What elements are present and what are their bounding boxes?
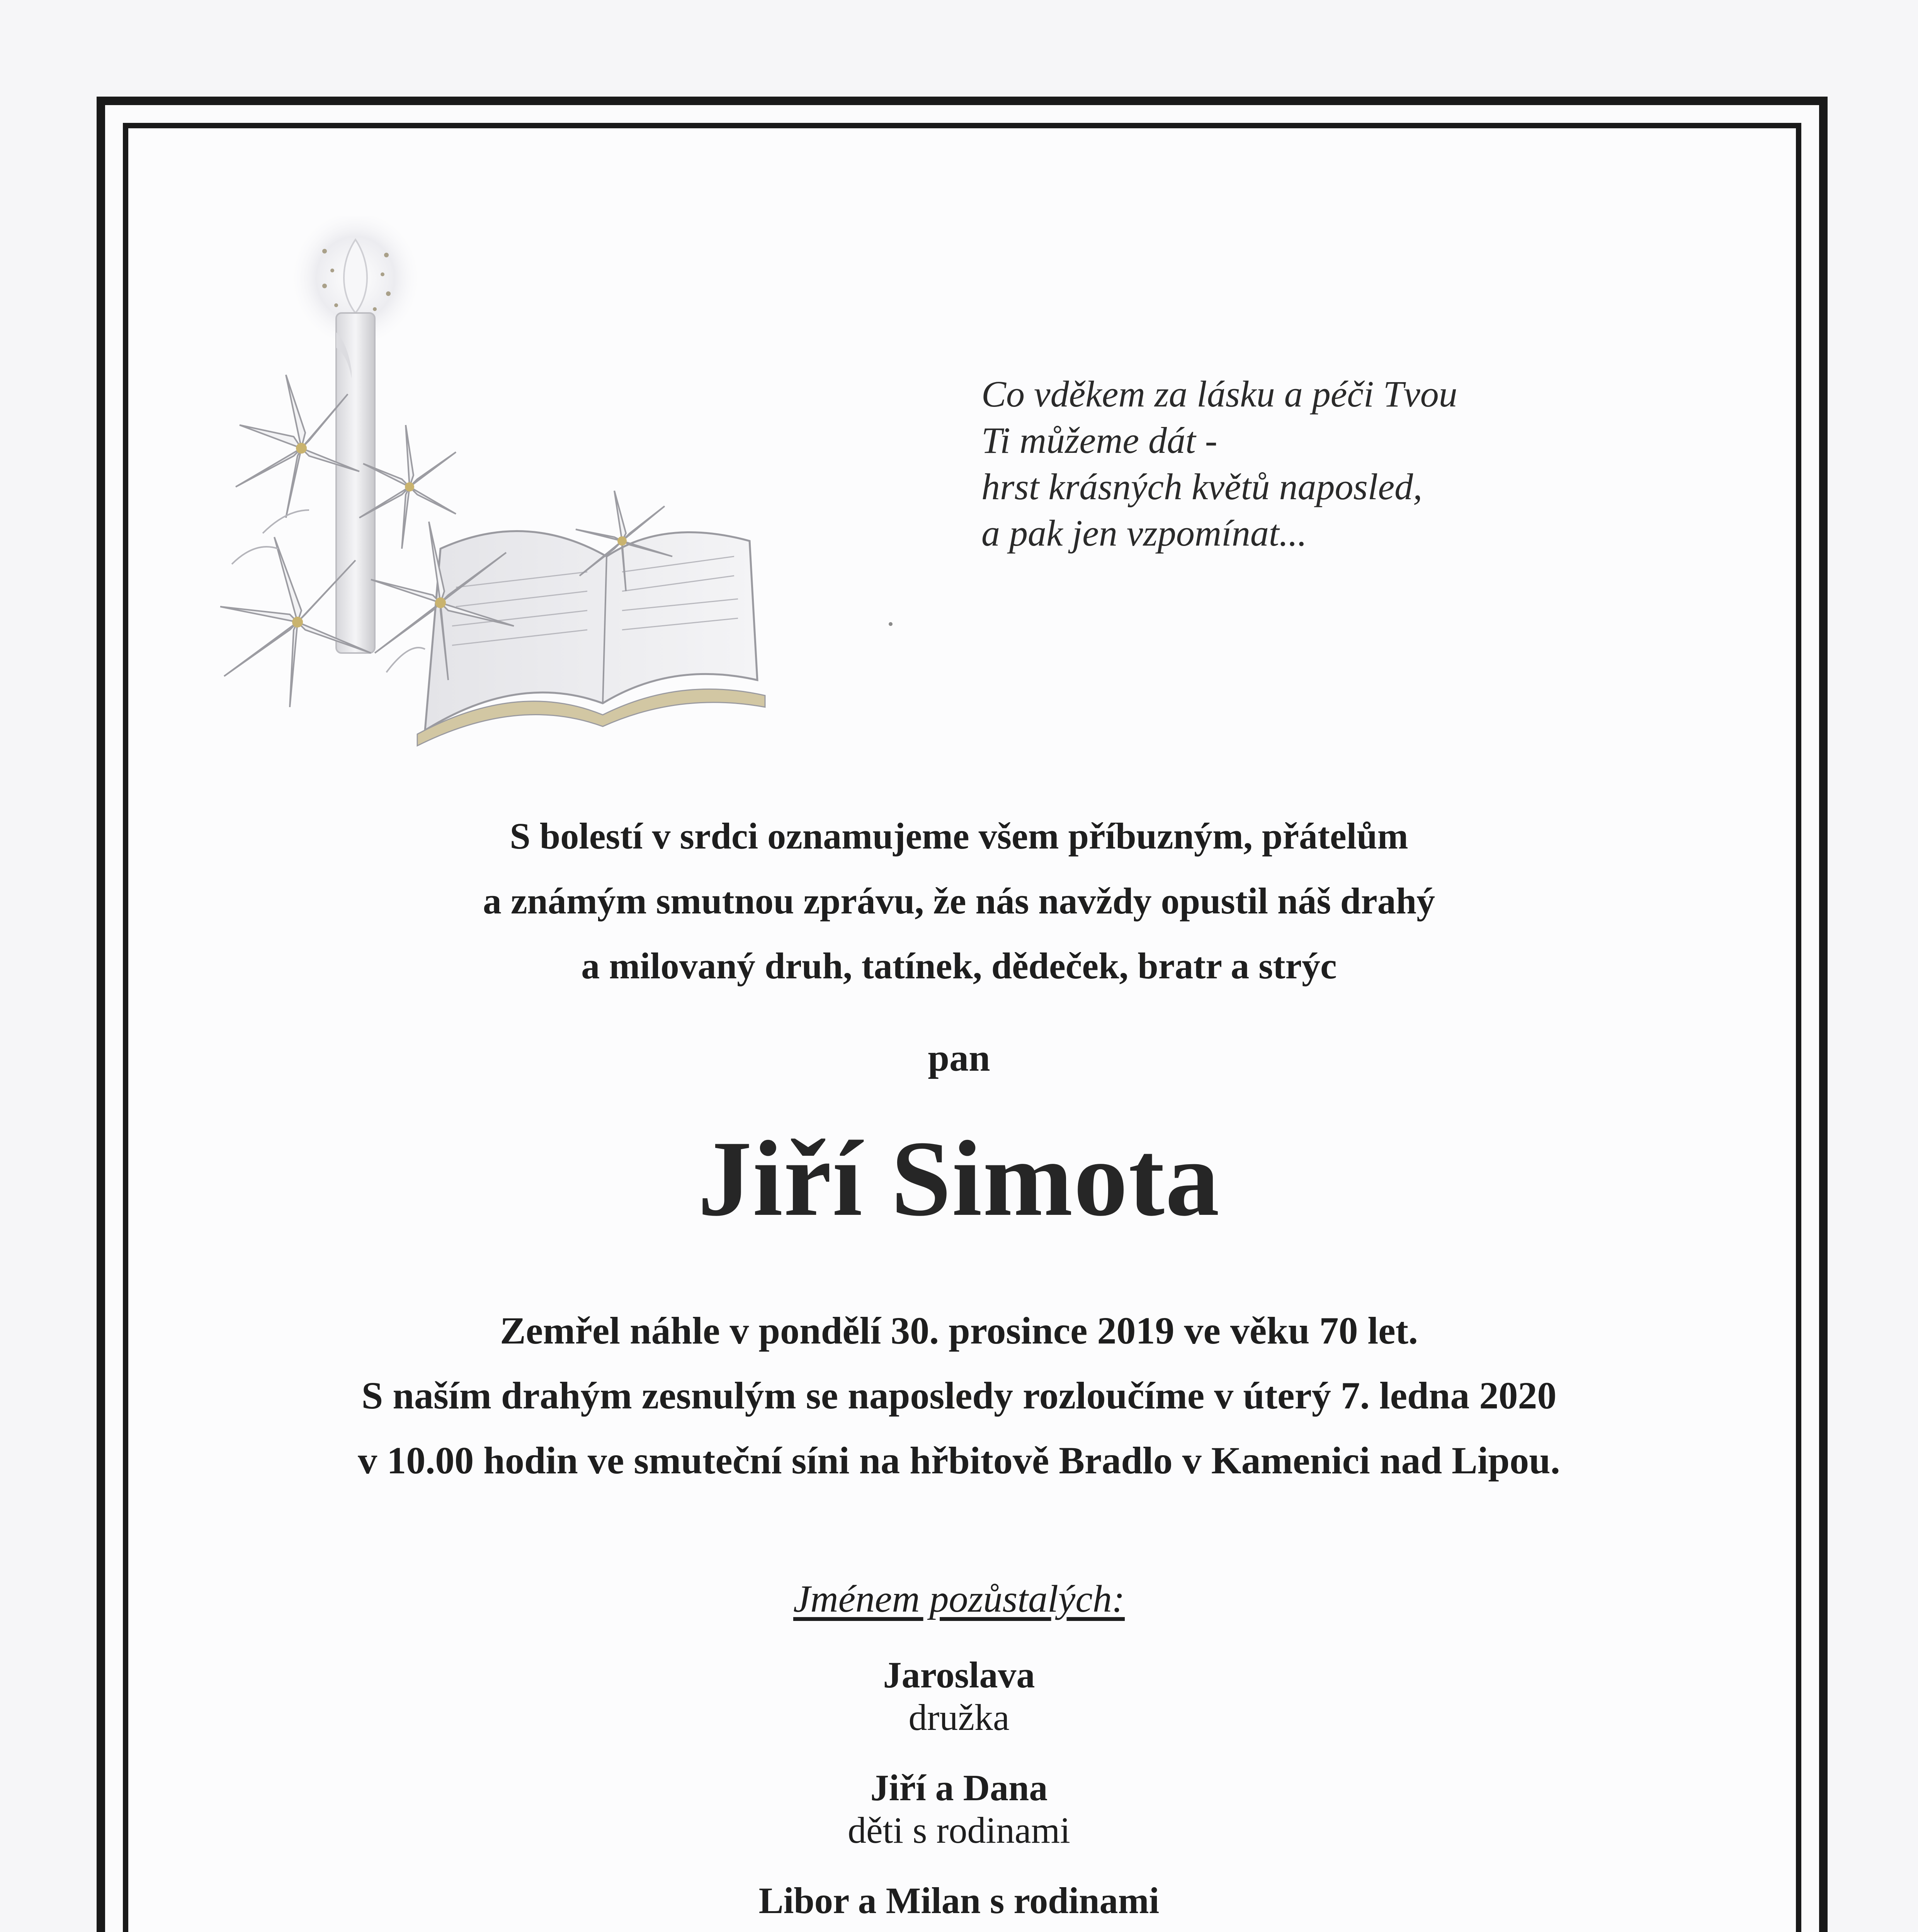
mourner-group — [0, 1654, 1918, 1739]
scan-speck — [889, 622, 893, 626]
mourner-group — [0, 1879, 1918, 1922]
mourners-list — [0, 1654, 1918, 1932]
motto-line: Co vděkem za lásku a péči Tvou — [981, 373, 1457, 415]
mourner-relation: družka — [908, 1697, 1010, 1738]
motto-line: a pak jen vzpomínat... — [981, 512, 1307, 554]
death-info-line: Zemřel náhle v pondělí 30. prosince 2019 ve věku 70 let. — [500, 1309, 1418, 1352]
open-book-icon — [417, 531, 765, 746]
motto-verse — [981, 371, 1457, 556]
mourner-name: Jaroslava — [883, 1654, 1035, 1696]
announcement-text — [0, 804, 1918, 998]
announcement-line: S bolestí v srdci oznamujeme všem příbuzným, přátelům — [510, 815, 1408, 857]
deceased-name: Jiří Simota — [698, 1118, 1220, 1238]
mourners-heading-text: Jménem pozůstalých: — [793, 1577, 1125, 1620]
honorific: pan — [928, 1036, 990, 1079]
candle-lily-book-illustration — [209, 216, 773, 765]
death-info-line: S naším drahým zesnulým se naposledy rozloučíme v úterý 7. ledna 2020 — [361, 1374, 1557, 1417]
mourner-name: Libor a Milan s rodinami — [758, 1880, 1160, 1921]
mourner-name: Jiří a Dana — [870, 1767, 1048, 1808]
mourner-group — [0, 1767, 1918, 1852]
death-and-funeral-info — [0, 1298, 1918, 1493]
announcement-line: a milovaný druh, tatínek, dědeček, bratr a strýc — [581, 945, 1337, 986]
candle-icon — [336, 313, 375, 653]
death-info-line: v 10.00 hodin ve smuteční síni na hřbitově Bradlo v Kamenici nad Lipou. — [358, 1439, 1560, 1482]
motto-line: hrst krásných květů naposled, — [981, 466, 1423, 507]
announcement-line: a známým smutnou zprávu, že nás navždy opustil náš drahý — [483, 880, 1435, 922]
motto-line: Ti můžeme dát - — [981, 420, 1217, 461]
mourner-relation: děti s rodinami — [848, 1810, 1070, 1851]
mourners-heading — [0, 1577, 1918, 1621]
